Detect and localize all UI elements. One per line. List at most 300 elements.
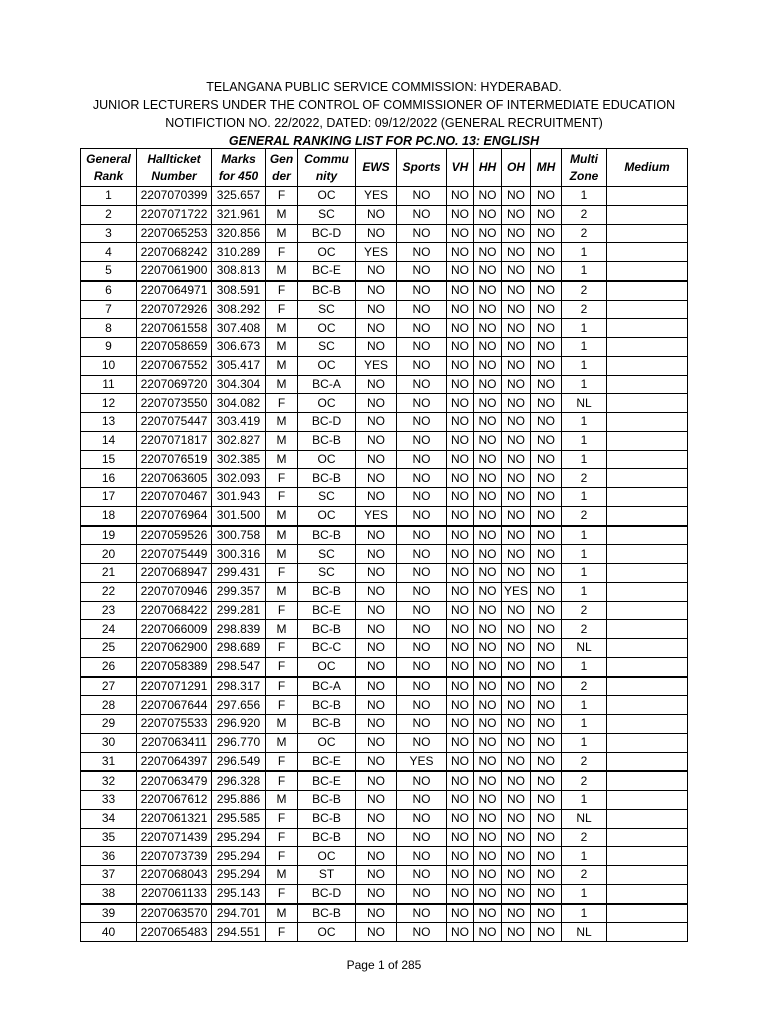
cell-general-rank: 6 [81,281,137,300]
cell-medium [607,187,688,206]
column-header-line: Rank [93,168,124,183]
cell-marks: 295.143 [212,884,266,903]
cell-mh: NO [531,338,562,357]
cell-ews: NO [356,469,397,488]
cell-general-rank: 38 [81,884,137,903]
column-header-line: VH [451,160,469,174]
cell-multi-zone: 2 [562,281,607,300]
cell-sports: NO [397,582,447,601]
cell-oh: NO [502,469,531,488]
cell-mh: NO [531,809,562,828]
cell-marks: 302.827 [212,431,266,450]
table-row [81,696,688,715]
cell-oh: NO [502,715,531,734]
cell-mh: NO [531,620,562,639]
cell-community: BC-B [298,431,356,450]
cell-oh: NO [502,639,531,658]
cell-hh: NO [474,450,502,469]
cell-oh: NO [502,601,531,620]
column-header-sports [397,149,447,187]
column-header-line: der [272,168,291,183]
cell-hh: NO [474,771,502,790]
cell-hallticket-number: 2207061558 [137,319,212,338]
cell-hallticket-number: 2207068242 [137,243,212,262]
cell-hallticket-number: 2207064971 [137,281,212,300]
cell-mh: NO [531,431,562,450]
ranking-list-title: GENERAL RANKING LIST FOR PC.NO. 13: ENGLISH [228,134,540,148]
table-row [81,187,688,206]
cell-community: OC [298,243,356,262]
cell-sports: NO [397,657,447,676]
cell-general-rank: 26 [81,657,137,676]
cell-marks: 300.316 [212,545,266,564]
cell-marks: 301.500 [212,506,266,525]
cell-multi-zone: 1 [562,187,607,206]
notification-line: NOTIFICTION NO. 22/2022, DATED: 09/12/2022 (GENERAL RECRUITMENT) [165,116,603,130]
cell-community: BC-C [298,639,356,658]
cell-medium [607,791,688,810]
cell-general-rank: 28 [81,696,137,715]
cell-general-rank: 3 [81,224,137,243]
cell-hallticket-number: 2207070467 [137,488,212,507]
cell-medium [607,639,688,658]
cell-multi-zone: 1 [562,375,607,394]
cell-multi-zone: NL [562,923,607,942]
cell-multi-zone: 1 [562,356,607,375]
cell-medium [607,224,688,243]
table-row [81,809,688,828]
cell-hallticket-number: 2207065483 [137,923,212,942]
cell-general-rank: 21 [81,564,137,583]
cell-hallticket-number: 2207065253 [137,224,212,243]
cell-marks: 308.292 [212,300,266,319]
cell-hh: NO [474,639,502,658]
cell-mh: NO [531,262,562,281]
cell-sports: NO [397,356,447,375]
cell-ews: NO [356,733,397,752]
cell-community: BC-B [298,281,356,300]
cell-gender: M [266,866,298,885]
cell-ews: NO [356,205,397,224]
cell-sports: NO [397,828,447,847]
cell-ews: NO [356,601,397,620]
cell-oh: NO [502,187,531,206]
cell-general-rank: 18 [81,506,137,525]
table-row [81,904,688,923]
table-row [81,752,688,771]
cell-marks: 310.289 [212,243,266,262]
cell-general-rank: 30 [81,733,137,752]
table-row [81,639,688,658]
cell-marks: 296.328 [212,771,266,790]
cell-multi-zone: 1 [562,696,607,715]
cell-oh: NO [502,413,531,432]
table-row [81,488,688,507]
cell-multi-zone: 1 [562,450,607,469]
cell-medium [607,809,688,828]
table-row [81,394,688,413]
cell-sports: NO [397,809,447,828]
cell-general-rank: 11 [81,375,137,394]
cell-gender: M [266,205,298,224]
cell-ews: NO [356,866,397,885]
cell-mh: NO [531,413,562,432]
cell-community: BC-B [298,526,356,545]
cell-marks: 321.961 [212,205,266,224]
cell-ews: NO [356,319,397,338]
cell-vh: NO [447,884,474,903]
cell-ews: YES [356,506,397,525]
column-header-ews [356,149,397,187]
cell-oh: NO [502,733,531,752]
cell-hh: NO [474,356,502,375]
cell-ews: YES [356,187,397,206]
cell-marks: 295.585 [212,809,266,828]
cell-hallticket-number: 2207070946 [137,582,212,601]
cell-oh: NO [502,696,531,715]
cell-gender: M [266,338,298,357]
cell-multi-zone: NL [562,394,607,413]
cell-community: BC-E [298,601,356,620]
cell-medium [607,338,688,357]
cell-medium [607,413,688,432]
cell-ews: NO [356,923,397,942]
cell-gender: F [266,657,298,676]
cell-hallticket-number: 2207058659 [137,338,212,357]
cell-ews: NO [356,375,397,394]
table-row [81,338,688,357]
column-header-line: Marks [221,151,256,166]
column-header-line: nity [315,168,338,183]
table-row [81,281,688,300]
cell-gender: M [266,356,298,375]
cell-hh: NO [474,923,502,942]
cell-gender: M [266,715,298,734]
cell-hh: NO [474,677,502,696]
column-header-line: OH [507,160,525,174]
cell-hh: NO [474,657,502,676]
column-header-hallticket-number [137,149,212,187]
cell-ews: NO [356,338,397,357]
cell-general-rank: 19 [81,526,137,545]
column-header-line: General [86,151,131,166]
cell-marks: 296.920 [212,715,266,734]
cell-community: BC-A [298,375,356,394]
cell-marks: 299.357 [212,582,266,601]
cell-community: BC-B [298,828,356,847]
cell-hallticket-number: 2207067552 [137,356,212,375]
cell-marks: 298.839 [212,620,266,639]
cell-community: BC-B [298,715,356,734]
cell-hallticket-number: 2207072926 [137,300,212,319]
cell-hh: NO [474,526,502,545]
cell-hh: NO [474,413,502,432]
cell-gender: M [266,582,298,601]
cell-ews: NO [356,526,397,545]
cell-hh: NO [474,506,502,525]
cell-vh: NO [447,677,474,696]
cell-sports: NO [397,281,447,300]
cell-vh: NO [447,752,474,771]
cell-marks: 304.304 [212,375,266,394]
cell-mh: NO [531,733,562,752]
cell-hh: NO [474,281,502,300]
cell-ews: NO [356,431,397,450]
cell-medium [607,375,688,394]
cell-general-rank: 24 [81,620,137,639]
cell-hallticket-number: 2207063570 [137,904,212,923]
cell-mh: NO [531,866,562,885]
cell-hallticket-number: 2207061900 [137,262,212,281]
cell-sports: NO [397,450,447,469]
cell-oh: NO [502,526,531,545]
cell-vh: NO [447,205,474,224]
cell-medium [607,356,688,375]
cell-sports: NO [397,187,447,206]
cell-general-rank: 29 [81,715,137,734]
cell-vh: NO [447,715,474,734]
column-header-vh [447,149,474,187]
cell-ews: YES [356,243,397,262]
cell-hh: NO [474,828,502,847]
column-header-oh [502,149,531,187]
cell-medium [607,733,688,752]
cell-hallticket-number: 2207076964 [137,506,212,525]
cell-general-rank: 36 [81,847,137,866]
cell-mh: NO [531,375,562,394]
cell-community: BC-B [298,904,356,923]
cell-ews: NO [356,281,397,300]
cell-oh: NO [502,752,531,771]
cell-vh: NO [447,469,474,488]
cell-gender: F [266,752,298,771]
cell-oh: NO [502,224,531,243]
cell-medium [607,262,688,281]
ranking-table [80,148,688,942]
cell-medium [607,431,688,450]
column-header-line: Sports [402,160,441,174]
cell-general-rank: 31 [81,752,137,771]
cell-gender: M [266,319,298,338]
cell-hh: NO [474,847,502,866]
table-row [81,923,688,942]
cell-gender: F [266,884,298,903]
cell-sports: NO [397,696,447,715]
cell-hh: NO [474,696,502,715]
cell-gender: F [266,677,298,696]
cell-gender: F [266,187,298,206]
cell-multi-zone: 2 [562,771,607,790]
cell-vh: NO [447,526,474,545]
cell-general-rank: 7 [81,300,137,319]
cell-marks: 303.419 [212,413,266,432]
cell-multi-zone: 1 [562,733,607,752]
cell-ews: NO [356,696,397,715]
cell-general-rank: 9 [81,338,137,357]
cell-medium [607,696,688,715]
cell-ews: NO [356,545,397,564]
cell-marks: 295.294 [212,847,266,866]
column-header-line: Multi [570,151,598,166]
cell-gender: F [266,564,298,583]
cell-hh: NO [474,809,502,828]
cell-multi-zone: 2 [562,752,607,771]
cell-gender: M [266,224,298,243]
cell-hallticket-number: 2207075533 [137,715,212,734]
table-row [81,733,688,752]
cell-sports: NO [397,300,447,319]
cell-medium [607,469,688,488]
cell-gender: F [266,243,298,262]
cell-community: BC-B [298,696,356,715]
cell-ews: NO [356,394,397,413]
cell-ews: NO [356,715,397,734]
cell-gender: F [266,809,298,828]
cell-medium [607,205,688,224]
cell-general-rank: 1 [81,187,137,206]
cell-general-rank: 12 [81,394,137,413]
cell-mh: NO [531,715,562,734]
cell-mh: NO [531,771,562,790]
cell-ews: NO [356,262,397,281]
cell-multi-zone: 1 [562,243,607,262]
cell-hh: NO [474,752,502,771]
column-header-hh [474,149,502,187]
cell-mh: NO [531,564,562,583]
cell-vh: NO [447,545,474,564]
column-header-multi-zone [562,149,607,187]
cell-marks: 325.657 [212,187,266,206]
cell-hallticket-number: 2207067644 [137,696,212,715]
cell-mh: NO [531,205,562,224]
cell-hallticket-number: 2207071291 [137,677,212,696]
table-row [81,791,688,810]
cell-oh: NO [502,243,531,262]
cell-oh: NO [502,677,531,696]
cell-marks: 295.294 [212,828,266,847]
cell-hh: NO [474,791,502,810]
cell-mh: NO [531,696,562,715]
cell-general-rank: 32 [81,771,137,790]
cell-vh: NO [447,281,474,300]
cell-community: BC-D [298,884,356,903]
cell-general-rank: 15 [81,450,137,469]
cell-sports: NO [397,394,447,413]
cell-vh: NO [447,866,474,885]
cell-gender: M [266,733,298,752]
cell-sports: NO [397,847,447,866]
cell-hh: NO [474,564,502,583]
cell-multi-zone: 2 [562,601,607,620]
cell-sports: NO [397,866,447,885]
cell-oh: NO [502,281,531,300]
cell-marks: 294.551 [212,923,266,942]
cell-sports: NO [397,488,447,507]
cell-oh: NO [502,866,531,885]
table-row [81,884,688,903]
table-row [81,677,688,696]
cell-gender: F [266,696,298,715]
cell-gender: M [266,620,298,639]
table-row [81,601,688,620]
cell-community: BC-E [298,771,356,790]
cell-medium [607,243,688,262]
column-header-line: Number [151,168,197,183]
cell-multi-zone: 1 [562,847,607,866]
cell-oh: NO [502,338,531,357]
cell-oh: NO [502,431,531,450]
cell-mh: NO [531,923,562,942]
cell-mh: NO [531,488,562,507]
cell-multi-zone: 1 [562,545,607,564]
cell-sports: NO [397,545,447,564]
cell-general-rank: 14 [81,431,137,450]
cell-hh: NO [474,300,502,319]
cell-hallticket-number: 2207061321 [137,809,212,828]
cell-multi-zone: NL [562,639,607,658]
table-row [81,847,688,866]
cell-hallticket-number: 2207069720 [137,375,212,394]
cell-multi-zone: 1 [562,413,607,432]
cell-medium [607,281,688,300]
cell-gender: M [266,431,298,450]
cell-community: OC [298,356,356,375]
table-row [81,375,688,394]
cell-gender: F [266,847,298,866]
table-row [81,506,688,525]
cell-vh: NO [447,187,474,206]
table-row [81,413,688,432]
cell-ews: NO [356,809,397,828]
table-row [81,828,688,847]
column-header-line: Commu [304,151,349,166]
cell-sports: NO [397,262,447,281]
cell-hh: NO [474,582,502,601]
cell-gender: M [266,526,298,545]
cell-sports: NO [397,205,447,224]
cell-community: OC [298,394,356,413]
cell-oh: NO [502,564,531,583]
cell-community: BC-B [298,469,356,488]
cell-medium [607,620,688,639]
cell-hh: NO [474,187,502,206]
cell-oh: NO [502,884,531,903]
table-row [81,564,688,583]
cell-multi-zone: 1 [562,582,607,601]
cell-gender: F [266,300,298,319]
cell-medium [607,319,688,338]
cell-multi-zone: 2 [562,300,607,319]
table-row [81,715,688,734]
cell-marks: 298.689 [212,639,266,658]
cell-ews: NO [356,639,397,658]
cell-hallticket-number: 2207068422 [137,601,212,620]
cell-marks: 308.591 [212,281,266,300]
cell-multi-zone: 1 [562,526,607,545]
cell-hh: NO [474,319,502,338]
cell-hh: NO [474,866,502,885]
cell-oh: NO [502,450,531,469]
cell-general-rank: 5 [81,262,137,281]
cell-oh: NO [502,847,531,866]
cell-hh: NO [474,620,502,639]
cell-community: OC [298,319,356,338]
cell-mh: NO [531,752,562,771]
cell-marks: 296.549 [212,752,266,771]
cell-sports: NO [397,923,447,942]
cell-gender: F [266,394,298,413]
cell-hallticket-number: 2207070399 [137,187,212,206]
